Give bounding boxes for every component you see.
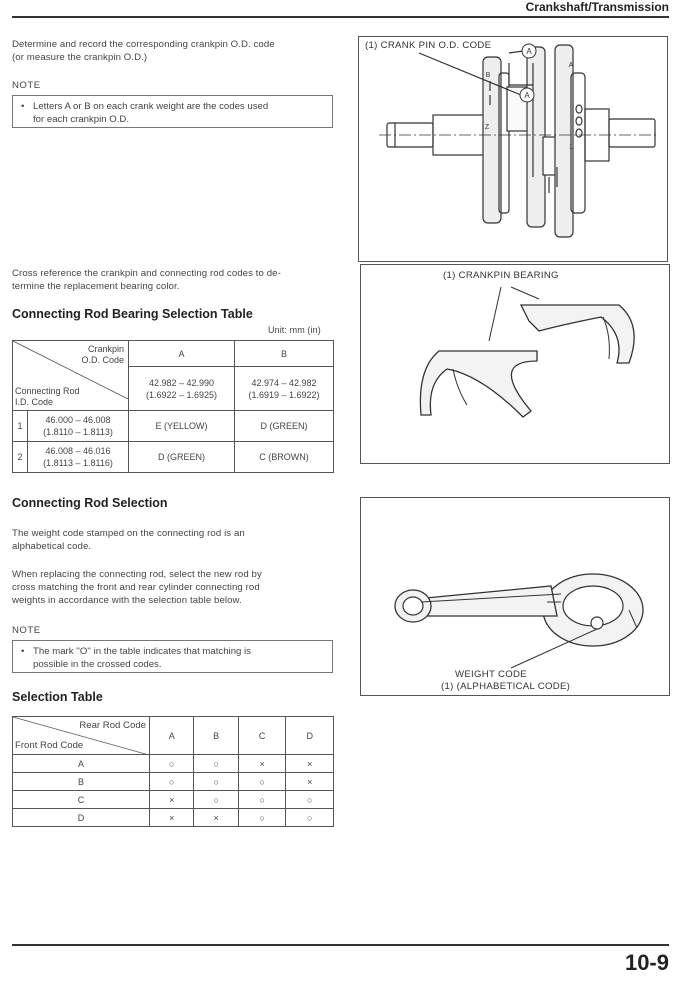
sel-cell: ○: [238, 791, 286, 809]
corner-top-2: O.D. Code: [81, 355, 124, 365]
selection-table: [12, 716, 334, 827]
bullet: •: [21, 101, 25, 112]
row-2-range-in: (1.8113 – 1.8116): [43, 458, 113, 468]
weight-code-label: WEIGHT CODE: [455, 669, 527, 680]
unit-label: Unit: mm (in): [268, 325, 321, 335]
sel-row-code: B: [13, 773, 150, 791]
row-2-code-cell: [13, 442, 129, 473]
sel-cell: ○: [194, 755, 238, 773]
row-1-code: 1: [13, 411, 28, 441]
alphabetical-code-label: (1) (ALPHABETICAL CODE): [441, 681, 571, 692]
table-row: [13, 791, 334, 809]
rod-p2-line-1: When replacing the connecting rod, select the new rod by: [12, 569, 262, 580]
row-2-code: 2: [13, 442, 28, 472]
row-1-b: D (GREEN): [235, 411, 334, 442]
crankshaft-figure: [358, 36, 668, 262]
table-corner-cell: [13, 341, 129, 411]
code-mark-a: A: [526, 47, 532, 56]
note-box: [12, 95, 333, 128]
corner-top-1: Crankpin: [87, 344, 124, 354]
row-2-range-mm: 46.008 – 46.016: [45, 446, 111, 456]
bullet-2: •: [21, 646, 25, 657]
rod-p1-line-2: alphabetical code.: [12, 541, 92, 552]
sel-cell: ○: [286, 809, 334, 827]
intro-line-2: (or measure the crankpin O.D.): [12, 52, 148, 63]
sel-cell: ○: [150, 773, 194, 791]
crankpin-bearing-label: (1) CRANKPIN BEARING: [443, 270, 559, 281]
col-a-range: [129, 367, 235, 411]
web-number-1: 1: [569, 144, 573, 151]
sel-col-b: B: [194, 717, 238, 755]
sel-cell: ○: [286, 791, 334, 809]
row-2-b: C (BROWN): [235, 442, 334, 473]
table-row: [13, 755, 334, 773]
col-b-range: [235, 367, 334, 411]
page-header: [12, 0, 669, 18]
col-b-range-in: (1.6919 – 1.6922): [248, 389, 320, 400]
col-header-a: A: [129, 341, 235, 367]
col-b-range-mm: 42.974 – 42.982: [251, 377, 317, 388]
sel-cell: ×: [194, 809, 238, 827]
bearing-selection-table: [12, 340, 334, 473]
sel-cell: ○: [194, 773, 238, 791]
note2-line-1: The mark ''O'' in the table indicates that matching is: [33, 646, 251, 657]
sel-cell: ×: [286, 755, 334, 773]
selection-table-title: Selection Table: [12, 690, 103, 704]
row-1-range-mm: 46.000 – 46.008: [45, 415, 111, 425]
rod-p2-line-2: cross matching the front and rear cylinder connecting rod: [12, 582, 260, 593]
crossref-line-1: Cross reference the crankpin and connecting rod codes to de-: [12, 268, 281, 279]
sel-col-c: C: [238, 717, 286, 755]
col-a-range-in: (1.6922 – 1.6925): [145, 389, 218, 400]
sel-cell: ×: [150, 809, 194, 827]
section-title: Crankshaft/Transmission: [525, 0, 669, 14]
front-rod-code-label: Front Rod Code: [15, 740, 84, 751]
note-label: NOTE: [12, 80, 41, 91]
page-number: 10-9: [624, 950, 669, 975]
corner-bot-2: I.D. Code: [15, 397, 54, 407]
note-box-2: [12, 640, 333, 673]
sel-cell: ○: [238, 773, 286, 791]
crossref-line-2: termine the replacement bearing color.: [12, 281, 180, 292]
row-2-a: D (GREEN): [129, 442, 235, 473]
sel-col-d: D: [286, 717, 334, 755]
row-1-range-in: (1.8110 – 1.8113): [43, 427, 113, 437]
sel-corner-cell: [13, 717, 150, 755]
note2-line-2: possible in the crossed codes.: [33, 659, 162, 670]
sel-row-code: C: [13, 791, 150, 809]
footer-rule: [12, 944, 669, 946]
sel-row-code: A: [13, 755, 150, 773]
web-letter-b: B: [485, 72, 491, 79]
note-line-1: Letters A or B on each crank weight are the codes used: [33, 101, 269, 112]
corner-bot-1: Connecting Rod: [15, 386, 80, 396]
rear-rod-code-label: Rear Rod Code: [79, 720, 146, 731]
sel-col-a: A: [150, 717, 194, 755]
col-header-b: B: [235, 341, 334, 367]
code-mark-a-lower: A: [524, 91, 530, 100]
table-row: [13, 411, 334, 442]
web-letter-a: A: [568, 62, 574, 69]
rod-drawing: [361, 498, 669, 695]
note-label-2: NOTE: [12, 625, 41, 636]
sel-cell: ×: [238, 755, 286, 773]
col-a-range-mm: 42.982 – 42.990: [148, 377, 215, 388]
row-1-a: E (YELLOW): [129, 411, 235, 442]
bearing-drawing: [361, 265, 669, 463]
connecting-rod-figure: [360, 497, 670, 696]
sel-cell: ○: [150, 755, 194, 773]
table-row: [13, 809, 334, 827]
web-number-z: Z: [484, 124, 490, 131]
rod-p2-line-3: weights in accordance with the selection table below.: [12, 595, 242, 606]
note-line-2: for each crankpin O.D.: [33, 114, 129, 125]
bearing-table-title: Connecting Rod Bearing Selection Table: [12, 307, 253, 321]
rod-p1-line-1: The weight code stamped on the connecting rod is an: [12, 528, 245, 539]
sel-cell: ○: [238, 809, 286, 827]
intro-line-1: Determine and record the corresponding crankpin O.D. code: [12, 39, 275, 50]
table-row: [13, 442, 334, 473]
crankshaft-drawing: [359, 37, 667, 261]
sel-row-code: D: [13, 809, 150, 827]
sel-cell: ○: [194, 791, 238, 809]
crankpin-code-label: (1) CRANK PIN O.D. CODE: [365, 40, 492, 51]
rod-selection-title: Connecting Rod Selection: [12, 496, 168, 510]
crankpin-bearing-figure: [360, 264, 670, 464]
table-row: [13, 773, 334, 791]
row-1-code-cell: [13, 411, 129, 442]
sel-cell: ×: [286, 773, 334, 791]
sel-cell: ×: [150, 791, 194, 809]
